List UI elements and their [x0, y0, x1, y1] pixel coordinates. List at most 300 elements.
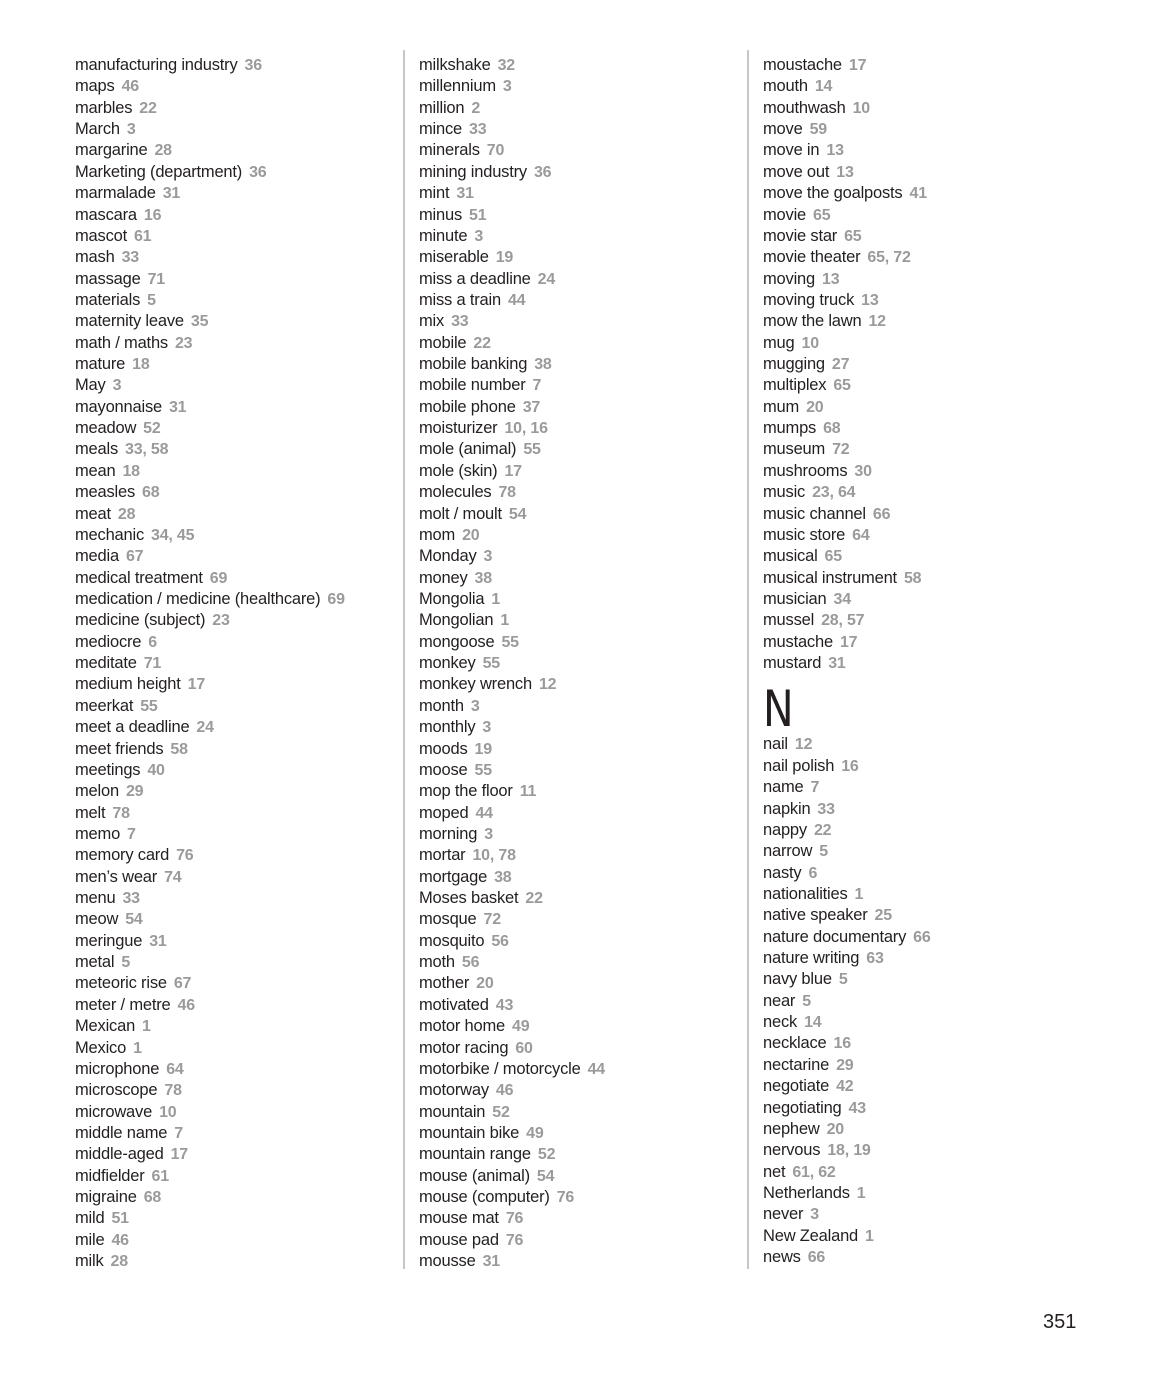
- index-term: mountain bike: [419, 1123, 520, 1142]
- index-entry: [75, 1080, 395, 1101]
- index-entry: [75, 1059, 395, 1080]
- index-term: nail polish: [763, 756, 835, 775]
- index-term: media: [75, 547, 119, 566]
- index-entry: [75, 824, 395, 845]
- index-entry: [763, 1012, 1083, 1033]
- index-term: mobile number: [419, 376, 526, 395]
- page-reference: 30: [854, 462, 872, 480]
- index-entry: [75, 55, 395, 76]
- index-entry: [763, 525, 1083, 546]
- index-entry: [419, 290, 739, 311]
- index-term: moods: [419, 739, 468, 758]
- index-term: meteoric rise: [75, 974, 167, 993]
- index-entry: [419, 803, 739, 824]
- page-reference: 25: [874, 907, 892, 925]
- index-entry: [419, 973, 739, 994]
- page-reference: 78: [498, 484, 516, 502]
- index-entry: [763, 461, 1083, 482]
- index-term: mugging: [763, 355, 825, 374]
- page-reference: 56: [461, 954, 480, 972]
- index-term: mean: [75, 461, 116, 480]
- page-reference: 35: [190, 313, 209, 331]
- page-reference: 46: [177, 996, 195, 1014]
- index-term: money: [419, 568, 468, 587]
- index-term: mosquito: [419, 931, 485, 950]
- index-entry: [763, 1140, 1083, 1161]
- page-reference: 6: [148, 633, 157, 651]
- page-reference: 55: [140, 697, 158, 715]
- page-reference: 58: [170, 740, 188, 758]
- index-entry: [763, 777, 1083, 798]
- index-term: maps: [75, 77, 115, 96]
- page-reference: 58: [903, 569, 922, 587]
- index-entry: [419, 183, 739, 204]
- index-entry: [763, 610, 1083, 631]
- index-entry: [419, 824, 739, 845]
- page-reference: 51: [469, 206, 487, 224]
- page-reference: 33: [451, 313, 469, 331]
- page-reference: 46: [495, 1082, 514, 1100]
- column-divider: [403, 50, 405, 1269]
- page-reference: 76: [556, 1189, 575, 1207]
- index-entry: [75, 119, 395, 140]
- index-term: meter / metre: [75, 995, 171, 1014]
- page-reference: 1: [133, 1039, 142, 1057]
- page-reference: 38: [474, 569, 492, 587]
- index-entry: [75, 461, 395, 482]
- index-term: music: [763, 483, 806, 502]
- index-term: millennium: [419, 77, 496, 96]
- index-entry: [75, 1123, 395, 1144]
- index-entry: [75, 931, 395, 952]
- index-entry: [75, 1208, 395, 1229]
- page-reference: 10, 16: [504, 420, 548, 438]
- index-entry: [419, 1080, 739, 1101]
- page-reference: 68: [143, 1189, 162, 1207]
- index-term: move the goalposts: [763, 184, 903, 203]
- index-entry: [419, 205, 739, 226]
- index-term: move in: [763, 141, 820, 160]
- page-number: 351: [1043, 1311, 1077, 1333]
- index-term: mumps: [763, 419, 817, 438]
- index-term: mole (animal): [419, 440, 517, 459]
- page-reference: 29: [836, 1056, 854, 1074]
- index-term: mechanic: [75, 525, 145, 544]
- index-term: moisturizer: [419, 419, 498, 438]
- index-entry: [419, 696, 739, 717]
- page-reference: 54: [125, 911, 143, 929]
- page-reference: 46: [121, 78, 139, 96]
- page-reference: 5: [802, 992, 811, 1010]
- index-entry: [763, 653, 1083, 674]
- index-entry: [419, 1208, 739, 1229]
- index-entry: [75, 739, 395, 760]
- index-entry: [763, 927, 1083, 948]
- index-entry: [75, 717, 395, 738]
- index-entry: [75, 247, 395, 268]
- page-reference: 22: [525, 890, 543, 908]
- page-reference: 5: [121, 954, 131, 972]
- index-term: mobile phone: [419, 397, 516, 416]
- index-term: mortar: [419, 846, 466, 865]
- page-reference: 1: [856, 1184, 866, 1202]
- index-term: microscope: [75, 1081, 158, 1100]
- index-entry: [75, 269, 395, 290]
- index-term: near: [763, 991, 796, 1010]
- page-reference: 69: [209, 569, 228, 587]
- index-term: mayonnaise: [75, 397, 162, 416]
- index-term: mug: [763, 333, 795, 352]
- index-term: medium height: [75, 675, 181, 694]
- index-entry: [763, 482, 1083, 503]
- page-reference: 6: [808, 864, 818, 882]
- index-entry: [75, 696, 395, 717]
- page-reference: 17: [504, 462, 522, 480]
- page-reference: 1: [854, 885, 864, 903]
- index-entry: [419, 418, 739, 439]
- index-entry: [763, 1119, 1083, 1140]
- index-term: multiplex: [763, 376, 827, 395]
- index-entry: [763, 269, 1083, 290]
- index-term: mouse (computer): [419, 1188, 550, 1207]
- page-reference: 1: [500, 612, 510, 630]
- index-entry: [75, 1166, 395, 1187]
- page-reference: 33: [817, 800, 835, 818]
- index-term: mop the floor: [419, 782, 513, 801]
- index-entry: [419, 1038, 739, 1059]
- page-reference: 28: [154, 142, 172, 160]
- page-reference: 10: [159, 1103, 177, 1121]
- index-entry: [763, 333, 1083, 354]
- page-reference: 69: [327, 590, 345, 608]
- index-entry: [763, 354, 1083, 375]
- index-entry: [419, 952, 739, 973]
- index-term: meow: [75, 910, 119, 929]
- index-term: miss a deadline: [419, 269, 531, 288]
- page-reference: 20: [826, 1120, 845, 1138]
- index-entry: [419, 333, 739, 354]
- index-term: memory card: [75, 846, 170, 865]
- index-entry: [75, 1187, 395, 1208]
- page-reference: 56: [491, 932, 509, 950]
- index-term: music channel: [763, 504, 866, 523]
- index-term: Netherlands: [763, 1183, 850, 1202]
- index-term: minus: [419, 205, 463, 224]
- index-term: mining industry: [419, 162, 527, 181]
- index-entry: [763, 734, 1083, 755]
- index-term: math / maths: [75, 333, 168, 352]
- page-reference: 22: [473, 334, 491, 352]
- page-reference: 1: [142, 1018, 151, 1036]
- index-entry: [763, 863, 1083, 884]
- page-reference: 29: [125, 783, 144, 801]
- index-entry: [75, 439, 395, 460]
- page-reference: 68: [823, 420, 841, 438]
- page-reference: 27: [831, 356, 850, 374]
- index-entry: [419, 1102, 739, 1123]
- index-entry: [419, 1251, 739, 1272]
- page-reference: 3: [112, 377, 122, 395]
- index-term: meringue: [75, 931, 143, 950]
- index-entry: [763, 1055, 1083, 1076]
- index-term: nappy: [763, 820, 807, 839]
- index-entry: [75, 140, 395, 161]
- page-reference: 71: [147, 270, 165, 288]
- page-reference: 3: [502, 78, 512, 96]
- index-term: mousse: [419, 1252, 476, 1271]
- page-reference: 18, 19: [827, 1142, 871, 1160]
- page-reference: 20: [462, 526, 480, 544]
- index-term: monkey wrench: [419, 675, 532, 694]
- page-reference: 38: [494, 868, 512, 886]
- index-term: mint: [419, 184, 450, 203]
- index-entry: [763, 1162, 1083, 1183]
- index-term: movie star: [763, 226, 838, 245]
- index-entry: [763, 546, 1083, 567]
- page-reference: 44: [507, 291, 526, 309]
- page-reference: 3: [482, 719, 492, 737]
- index-term: nervous: [763, 1141, 821, 1160]
- index-term: mum: [763, 397, 800, 416]
- index-entry: [419, 674, 739, 695]
- index-term: mussel: [763, 611, 815, 630]
- index-term: movie: [763, 205, 807, 224]
- index-entry: [419, 995, 739, 1016]
- page-reference: 3: [470, 697, 480, 715]
- index-entry: [75, 589, 395, 610]
- page-reference: 43: [495, 996, 514, 1014]
- index-entry: [75, 1038, 395, 1059]
- index-term: motor home: [419, 1017, 506, 1036]
- page-reference: 38: [534, 356, 552, 374]
- index-term: mosque: [419, 910, 477, 929]
- index-entry: [763, 969, 1083, 990]
- index-term: mobile: [419, 333, 467, 352]
- index-entry: [763, 568, 1083, 589]
- index-entry: [75, 333, 395, 354]
- index-entry: [419, 504, 739, 525]
- index-term: million: [419, 98, 465, 117]
- page-reference: 13: [826, 142, 844, 160]
- index-entry: [419, 909, 739, 930]
- index-term: Monday: [419, 547, 477, 566]
- index-entry: [419, 461, 739, 482]
- page-reference: 3: [484, 825, 493, 843]
- page-reference: 5: [819, 843, 828, 861]
- index-term: napkin: [763, 799, 811, 818]
- index-term: middle-aged: [75, 1145, 164, 1164]
- index-term: men’s wear: [75, 867, 158, 886]
- index-term: monthly: [419, 718, 476, 737]
- index-term: musician: [763, 589, 827, 608]
- index-entry: [419, 1123, 739, 1144]
- page-reference: 18: [122, 462, 140, 480]
- index-term: never: [763, 1205, 804, 1224]
- page-reference: 18: [132, 356, 150, 374]
- index-entry: [75, 952, 395, 973]
- index-entry: [75, 290, 395, 311]
- index-entry: [763, 948, 1083, 969]
- index-term: medication / medicine (healthcare): [75, 589, 321, 608]
- index-entry: [763, 884, 1083, 905]
- page-reference: 55: [482, 655, 500, 673]
- index-entry: [75, 1144, 395, 1165]
- index-term: mouthwash: [763, 98, 846, 117]
- page-reference: 7: [810, 779, 820, 797]
- page-reference: 52: [492, 1103, 510, 1121]
- page-reference: 65: [833, 377, 851, 395]
- page-reference: 31: [149, 932, 167, 950]
- page-reference: 13: [861, 291, 879, 309]
- page-reference: 13: [836, 163, 854, 181]
- page-reference: 49: [512, 1018, 530, 1036]
- page-reference: 23, 64: [812, 484, 856, 502]
- index-term: migraine: [75, 1188, 137, 1207]
- index-entry: [75, 610, 395, 631]
- index-term: Mongolia: [419, 589, 485, 608]
- index-entry: [763, 205, 1083, 226]
- index-term: mom: [419, 525, 456, 544]
- index-entry: [419, 354, 739, 375]
- page-reference: 78: [164, 1082, 182, 1100]
- index-entry: [763, 311, 1083, 332]
- index-entry: [419, 1144, 739, 1165]
- index-term: mouth: [763, 77, 808, 96]
- index-entry: [763, 439, 1083, 460]
- page-reference: 61: [133, 227, 152, 245]
- index-term: move out: [763, 162, 830, 181]
- index-entry: [763, 290, 1083, 311]
- index-term: marbles: [75, 98, 133, 117]
- page-reference: 74: [164, 868, 182, 886]
- index-entry: [763, 1098, 1083, 1119]
- page-reference: 10, 78: [472, 847, 516, 865]
- index-entry: [763, 756, 1083, 777]
- index-entry: [419, 1230, 739, 1251]
- page-reference: 1: [865, 1227, 874, 1245]
- index-entry: [75, 1102, 395, 1123]
- page-reference: 78: [112, 804, 130, 822]
- index-entry: [75, 867, 395, 888]
- index-entry: [763, 820, 1083, 841]
- index-term: manufacturing industry: [75, 56, 238, 74]
- index-entry: [419, 140, 739, 161]
- index-entry: [75, 1251, 395, 1272]
- index-entry: [419, 375, 739, 396]
- page-reference: 14: [804, 1014, 822, 1032]
- index-entry: [419, 760, 739, 781]
- page-reference: 61, 62: [792, 1163, 836, 1181]
- index-entry: [419, 55, 739, 76]
- index-entry: [763, 905, 1083, 926]
- index-entry: [419, 311, 739, 332]
- index-term: negotiate: [763, 1077, 830, 1096]
- page-reference: 12: [538, 676, 557, 694]
- index-entry: [419, 1016, 739, 1037]
- index-term: menu: [75, 889, 116, 908]
- page-reference: 33: [122, 890, 140, 908]
- index-term: mustard: [763, 654, 822, 673]
- page-reference: 54: [536, 1167, 555, 1185]
- index-term: miserable: [419, 248, 489, 267]
- page-reference: 66: [913, 928, 931, 946]
- page-reference: 17: [170, 1146, 189, 1164]
- index-term: Mongolian: [419, 611, 494, 630]
- index-entry: [763, 504, 1083, 525]
- page-reference: 16: [833, 1035, 851, 1053]
- page-reference: 65: [813, 206, 831, 224]
- page-reference: 23: [174, 334, 193, 352]
- column-divider: [747, 50, 749, 1269]
- index-term: mountain: [419, 1102, 486, 1121]
- index-column-2: [419, 55, 739, 1272]
- index-entry: [763, 1183, 1083, 1204]
- page-reference: 60: [515, 1039, 533, 1057]
- index-entry: [75, 632, 395, 653]
- index-term: nasty: [763, 863, 802, 882]
- page-reference: 3: [126, 121, 136, 139]
- index-term: meerkat: [75, 696, 134, 715]
- page-reference: 37: [522, 398, 541, 416]
- index-term: neck: [763, 1013, 798, 1032]
- index-term: New Zealand: [763, 1226, 859, 1245]
- index-entry: [75, 653, 395, 674]
- index-term: name: [763, 778, 804, 797]
- index-entry: [763, 1226, 1083, 1247]
- index-term: moving: [763, 269, 815, 288]
- index-term: molecules: [419, 483, 492, 502]
- index-entry: [763, 1204, 1083, 1225]
- index-term: news: [763, 1248, 801, 1267]
- page-reference: 5: [838, 971, 848, 989]
- page-reference: 12: [868, 313, 886, 331]
- index-entry: [75, 354, 395, 375]
- index-entry: [75, 568, 395, 589]
- index-entry: [75, 397, 395, 418]
- page-reference: 52: [537, 1146, 556, 1164]
- page-reference: 28, 57: [821, 612, 865, 630]
- page-reference: 64: [166, 1060, 184, 1078]
- index-entry: [419, 717, 739, 738]
- page-reference: 11: [519, 783, 537, 801]
- index-term: museum: [763, 440, 826, 459]
- page-reference: 22: [813, 821, 832, 839]
- index-entry: [419, 845, 739, 866]
- index-entry: [763, 375, 1083, 396]
- index-entry: [75, 418, 395, 439]
- index-entry: [419, 867, 739, 888]
- page-reference: 12: [794, 736, 813, 754]
- index-term: mountain range: [419, 1145, 531, 1164]
- page-reference: 66: [872, 505, 891, 523]
- page-reference: 24: [196, 719, 214, 737]
- index-entry: [75, 546, 395, 567]
- page-reference: 40: [147, 761, 165, 779]
- page-reference: 54: [508, 505, 527, 523]
- page-reference: 19: [495, 249, 514, 267]
- page-reference: 55: [474, 761, 492, 779]
- index-entry: [75, 311, 395, 332]
- page-reference: 10: [852, 99, 870, 117]
- index-term: Mexico: [75, 1038, 127, 1057]
- index-term: net: [763, 1162, 786, 1181]
- page-reference: 51: [111, 1210, 129, 1228]
- index-term: negotiating: [763, 1098, 842, 1117]
- page-reference: 55: [523, 441, 541, 459]
- index-entry: [419, 269, 739, 290]
- page-reference: 41: [909, 185, 927, 203]
- index-term: monkey: [419, 654, 476, 673]
